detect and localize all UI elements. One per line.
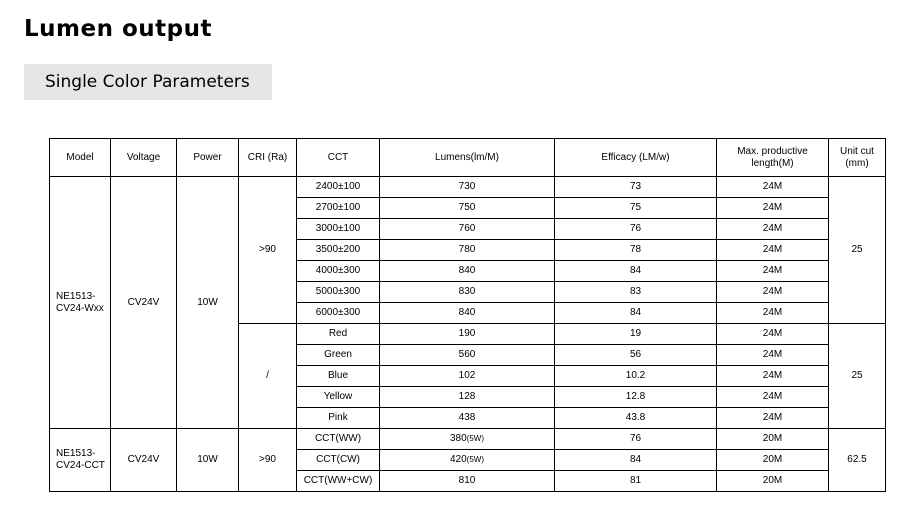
length-cell: 24M (717, 198, 829, 219)
lumens-cell: 830 (380, 282, 555, 303)
model-cell: NE1513- CV24-CCT (50, 429, 111, 492)
efficacy-cell: 56 (555, 345, 717, 366)
section-header (24, 64, 272, 100)
table-row (50, 429, 886, 450)
header-lumens: Lumens(lm/M) (380, 139, 555, 177)
length-cell: 24M (717, 366, 829, 387)
length-cell: 20M (717, 471, 829, 492)
unit-cut-cell: 62.5 (829, 429, 886, 492)
efficacy-cell: 84 (555, 450, 717, 471)
cct-cell: Red (297, 324, 380, 345)
cri-cell: >90 (239, 429, 297, 492)
cct-cell: CCT(WW) (297, 429, 380, 450)
efficacy-cell: 19 (555, 324, 717, 345)
efficacy-cell: 73 (555, 177, 717, 198)
unit-cut-cell: 25 (829, 324, 886, 429)
lumens-cell: 840 (380, 261, 555, 282)
lumens-cell: 560 (380, 345, 555, 366)
lumens-cell: 438 (380, 408, 555, 429)
efficacy-cell: 43.8 (555, 408, 717, 429)
page-title: Lumen output (24, 16, 212, 42)
length-cell: 24M (717, 240, 829, 261)
header-voltage: Voltage (111, 139, 177, 177)
efficacy-cell: 75 (555, 198, 717, 219)
cct-cell: Pink (297, 408, 380, 429)
header-model: Model (50, 139, 111, 177)
voltage-cell: CV24V (111, 429, 177, 492)
power-cell: 10W (177, 177, 239, 429)
efficacy-cell: 76 (555, 429, 717, 450)
cri-cell: >90 (239, 177, 297, 324)
voltage-cell: CV24V (111, 177, 177, 429)
cct-cell: 5000±300 (297, 282, 380, 303)
efficacy-cell: 10.2 (555, 366, 717, 387)
header-max-length: Max. productive length(M) (717, 139, 829, 177)
lumens-cell: 760 (380, 219, 555, 240)
length-cell: 24M (717, 408, 829, 429)
lumens-cell: 102 (380, 366, 555, 387)
length-cell: 24M (717, 261, 829, 282)
length-cell: 24M (717, 219, 829, 240)
length-cell: 20M (717, 429, 829, 450)
header-power: Power (177, 139, 239, 177)
length-cell: 24M (717, 303, 829, 324)
lumens-cell: 190 (380, 324, 555, 345)
header-cct: CCT (297, 139, 380, 177)
length-cell: 24M (717, 387, 829, 408)
cct-cell: Yellow (297, 387, 380, 408)
length-cell: 20M (717, 450, 829, 471)
efficacy-cell: 84 (555, 303, 717, 324)
cct-cell: Green (297, 345, 380, 366)
lumens-cell: 380(5W) (380, 429, 555, 450)
cct-cell: 4000±300 (297, 261, 380, 282)
lumens-cell: 128 (380, 387, 555, 408)
efficacy-cell: 12.8 (555, 387, 717, 408)
header-efficacy: Efficacy (LM/w) (555, 139, 717, 177)
header-unit-cut: Unit cut (mm) (829, 139, 886, 177)
length-cell: 24M (717, 177, 829, 198)
efficacy-cell: 83 (555, 282, 717, 303)
cct-cell: 6000±300 (297, 303, 380, 324)
lumens-cell: 840 (380, 303, 555, 324)
lumens-cell: 730 (380, 177, 555, 198)
efficacy-cell: 81 (555, 471, 717, 492)
cct-cell: Blue (297, 366, 380, 387)
efficacy-cell: 76 (555, 219, 717, 240)
cct-cell: 3000±100 (297, 219, 380, 240)
lumens-cell: 810 (380, 471, 555, 492)
lumens-cell: 420(5W) (380, 450, 555, 471)
section-title: Single Color Parameters (45, 72, 250, 92)
power-cell: 10W (177, 429, 239, 492)
cct-cell: 3500±200 (297, 240, 380, 261)
table-header-row (50, 139, 886, 177)
cct-cell: CCT(WW+CW) (297, 471, 380, 492)
cct-cell: 2700±100 (297, 198, 380, 219)
table-row (50, 177, 886, 198)
lumens-cell: 750 (380, 198, 555, 219)
length-cell: 24M (717, 345, 829, 366)
header-cri: CRI (Ra) (239, 139, 297, 177)
length-cell: 24M (717, 324, 829, 345)
model-cell: NE1513- CV24-Wxx (50, 177, 111, 429)
lumens-cell: 780 (380, 240, 555, 261)
efficacy-cell: 84 (555, 261, 717, 282)
efficacy-cell: 78 (555, 240, 717, 261)
cct-cell: CCT(CW) (297, 450, 380, 471)
unit-cut-cell: 25 (829, 177, 886, 324)
lumen-output-table (49, 138, 886, 492)
cri-cell: / (239, 324, 297, 429)
length-cell: 24M (717, 282, 829, 303)
cct-cell: 2400±100 (297, 177, 380, 198)
